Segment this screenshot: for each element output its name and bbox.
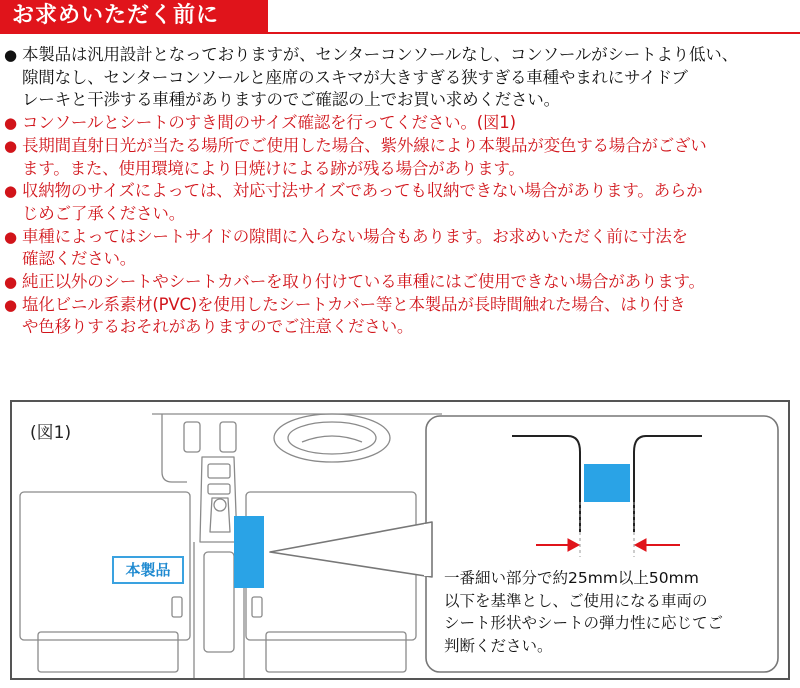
- note-line: 収納物のサイズによっては、対応寸法サイズであっても収納できない場合があります。あらか: [22, 181, 703, 201]
- header-underline: [0, 32, 800, 34]
- note-line: 本製品は汎用設計となっておりますが、センターコンソールなし、コンソールがシートより低い、: [22, 45, 738, 64]
- detail-product-shape: [584, 464, 630, 502]
- vent-right-icon: [220, 422, 236, 452]
- bullet-icon: ●: [4, 295, 17, 314]
- note-item: [4, 294, 798, 339]
- callout-pointer: [270, 522, 432, 577]
- figure-label: (図1): [30, 423, 72, 443]
- product-shape: [234, 516, 264, 588]
- note-line: コンソールとシートのすき間のサイズ確認を行ってください。(図1): [22, 113, 516, 133]
- caption-line: 判断ください。: [444, 636, 553, 655]
- arrow-left-icon: [635, 539, 646, 551]
- detail-seat-left: [512, 436, 580, 532]
- arrow-right-icon: [568, 539, 579, 551]
- note-item: [4, 112, 798, 135]
- shifter: [210, 498, 230, 532]
- note-line: レーキと干渉する車種がありますのでご確認の上でお買い求めください。: [22, 90, 560, 110]
- bullet-icon: ●: [4, 273, 17, 292]
- vent-left-icon: [184, 422, 200, 452]
- note-item: [4, 271, 798, 294]
- detail-seat-right: [634, 436, 702, 532]
- note-line: 車種によってはシートサイドの隙間に入らない場合もあります。お求めいただく前に寸法を: [22, 226, 688, 246]
- note-item: [4, 44, 798, 112]
- note-line: 長期間直射日光が当たる場所でご使用した場合、紫外線により本製品が変色する場合がござい: [22, 135, 707, 155]
- steering-wheel-icon: [274, 414, 390, 462]
- product-label: 本製品: [112, 556, 184, 584]
- note-item: [4, 135, 798, 180]
- header-title: お求めいただく前に: [12, 3, 220, 28]
- bullet-icon: ●: [4, 46, 17, 64]
- caption-line: シート形状やシートの弾力性に応じてご: [444, 614, 724, 632]
- note-line: や色移りするおそれがありますのでご注意ください。: [22, 317, 414, 337]
- bullet-icon: ●: [4, 182, 17, 201]
- header: [0, 0, 800, 34]
- callout-caption: [444, 567, 784, 657]
- bullet-icon: ●: [4, 114, 17, 133]
- note-line: 純正以外のシートやシートカバーを取り付けている車種にはご使用できない場合があります。: [22, 272, 705, 292]
- note-line: 確認ください。: [22, 249, 137, 269]
- figure-1: [10, 400, 790, 680]
- bullet-icon: ●: [4, 227, 17, 246]
- note-line: じめご了承ください。: [22, 203, 186, 223]
- note-item: [4, 180, 798, 225]
- center-console: [204, 552, 234, 652]
- caption-line: 以下を基準とし、ご使用になる車両の: [444, 591, 708, 610]
- notes-list: [4, 44, 798, 339]
- dashboard-left: [162, 414, 187, 482]
- note-line: 塩化ビニル系素材(PVC)を使用したシートカバー等と本製品が長時間触れた場合、はり付き: [22, 294, 686, 314]
- note-line: 隙間なし、センターコンソールと座席のスキマが大きすぎる狭すぎる車種やまれにサイドブ: [22, 67, 688, 87]
- bullet-icon: ●: [4, 136, 17, 155]
- caption-line: 一番細い部分で約25mm以上50mm: [444, 569, 699, 587]
- note-item: [4, 226, 798, 271]
- note-line: ます。また、使用環境により日焼けによる跡が残る場合があります。: [22, 158, 525, 178]
